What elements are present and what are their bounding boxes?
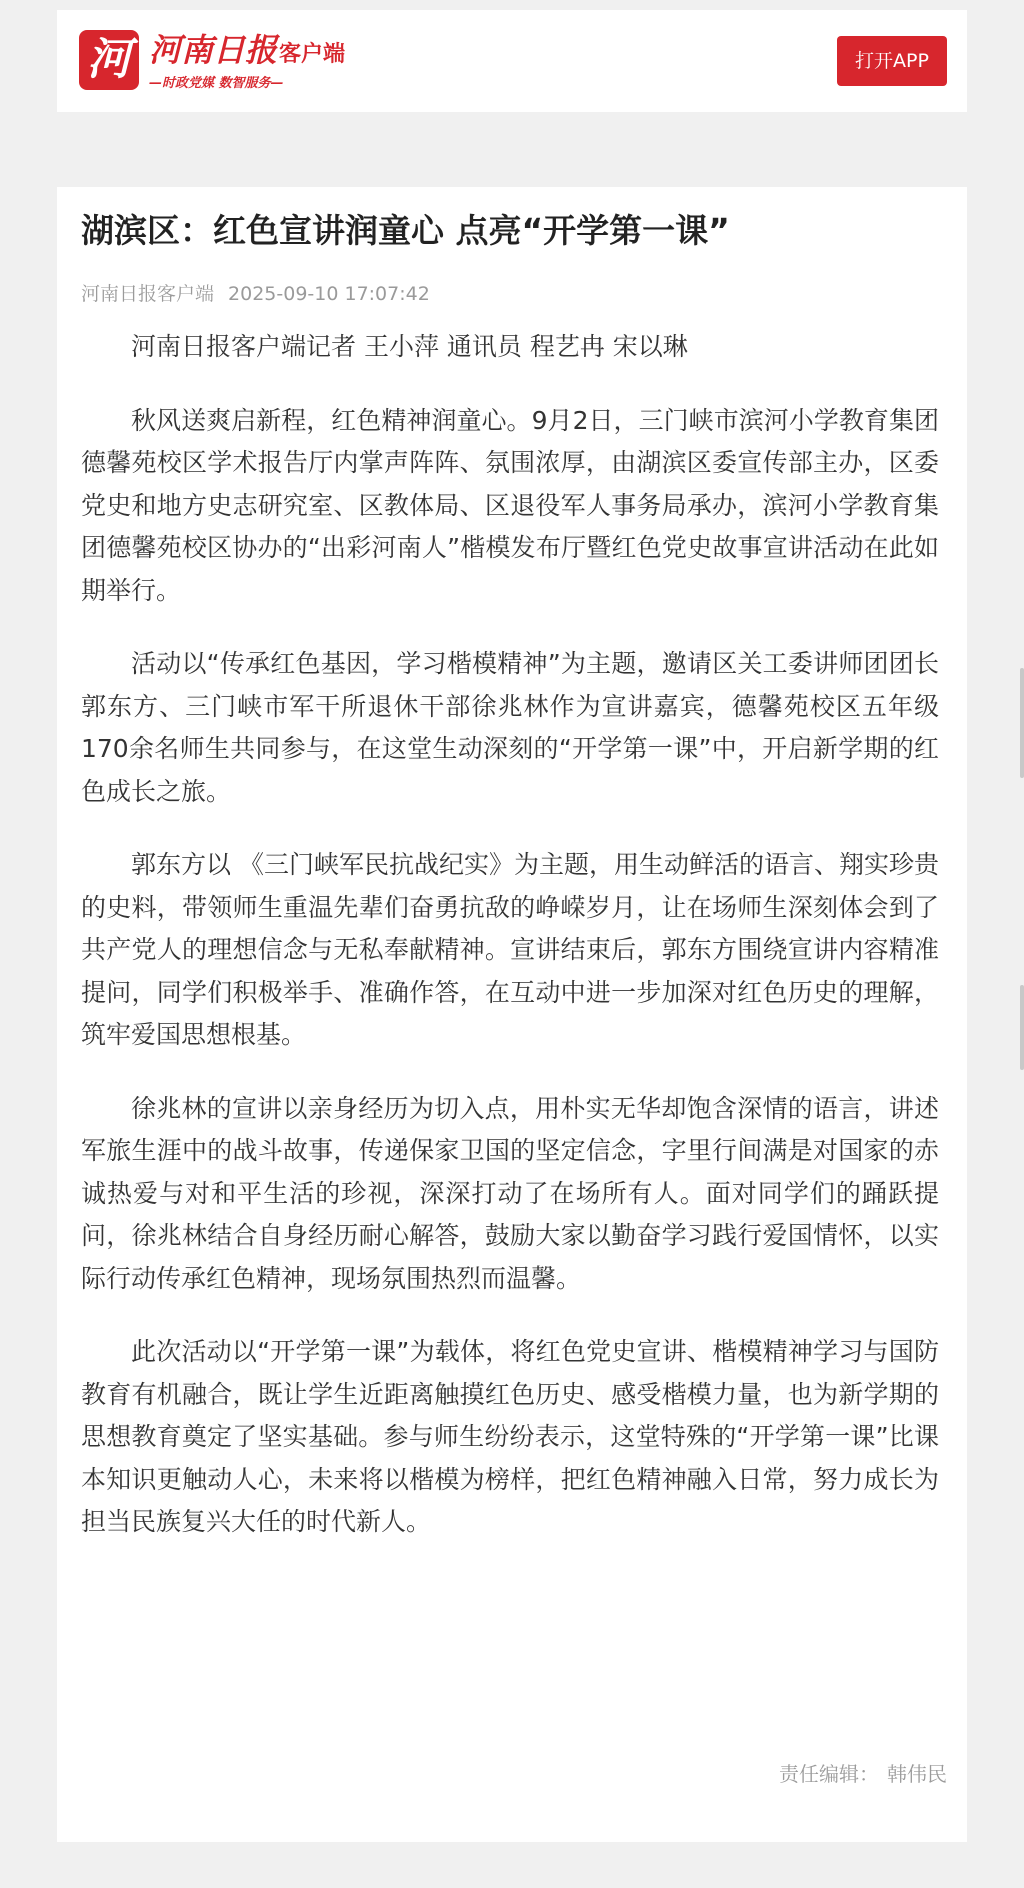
brand-suffix: 客户端 [279,42,346,67]
article-paragraph: 徐兆林的宣讲以亲身经历为切入点，用朴实无华却饱含深情的语言，讲述军旅生涯中的战斗故事，传递保家卫国的坚定信念，字里行间满是对国家的赤诚热爱与对和平生活的珍视，深深打动了在场所有人。面对同学们的踊跃提问，徐兆林结合自身经历耐心解答，鼓励大家以勤奋学习践行爱国情怀，以实际行动传承红色精神，现场氛围热烈而温馨。 [81,1093,939,1293]
article-body [81,326,939,1575]
responsible-editor [779,1759,947,1789]
article-title: 湖滨区：红色宣讲润童心 点亮“开学第一课” [81,211,730,250]
scrollbar-thumb[interactable] [1020,985,1024,1070]
editor-label: 责任编辑： [779,1762,879,1786]
article-paragraph: 郭东方以 《三门峡军民抗战纪实》为主题，用生动鲜活的语言、翔实珍贵的史料，带领师生重温先辈们奋勇抗敌的峥嵘岁月，让在场师生深刻体会到了共产党人的理想信念与无私奉献精神。宣讲结束后，郭东方围绕宣讲内容精准提问，同学们积极举手、准确作答，在互动中进一步加深对红色历史的理解，筑牢爱国思想根基。 [81,850,939,1049]
brand-slogan: —时政党媒 数智服务— [149,76,284,91]
scrollbar-thumb[interactable] [1020,668,1024,778]
brand-name [149,30,345,70]
article-datetime: 2025-09-10 17:07:42 [228,283,430,305]
open-app-button[interactable]: 打开APP [837,36,947,86]
brand-name-text: 河南日报 [149,31,278,69]
article-paragraph: 活动以“传承红色基因，学习楷模精神”为主题，邀请区关工委讲师团团长郭东方、三门峡市军干所退休干部徐兆林作为宣讲嘉宾，德馨苑校区五年级170余名师生共同参与，在这堂生动深刻的“开学第一课”中，开启新学期的红色成长之旅。 [81,649,939,806]
article-paragraph: 秋风送爽启新程，红色精神润童心。9月2日，三门峡市滨河小学教育集团德馨苑校区学术报告厅内掌声阵阵、氛围浓厚，由湖滨区委宣传部主办，区委党史和地方史志研究室、区教体局、区退役军人事务局承办，滨河小学教育集团德馨苑校区协办的“出彩河南人”楷模发布厅暨红色党史故事宣讲活动在此如期举行。 [81,405,939,605]
app-header [57,10,967,112]
editor-name: 韩伟民 [887,1762,947,1786]
article-paragraph: 此次活动以“开学第一课”为载体，将红色党史宣讲、楷模精神学习与国防教育有机融合，既让学生近距离触摸红色历史、感受楷模力量，也为新学期的思想教育奠定了坚实基础。参与师生纷纷表示，这堂特殊的“开学第一课”比课本知识更触动人心，未来将以楷模为榜样，把红色精神融入日常，努力成长为担当民族复兴大任的时代新人。 [81,1337,939,1536]
henan-daily-logo-icon[interactable]: 河 [79,30,139,90]
article-source: 河南日报客户端 [81,283,215,305]
article-byline: 河南日报客户端记者 王小萍 通讯员 程艺冉 宋以琳 [131,332,688,361]
article-meta [81,279,430,309]
article-card [57,187,967,1842]
